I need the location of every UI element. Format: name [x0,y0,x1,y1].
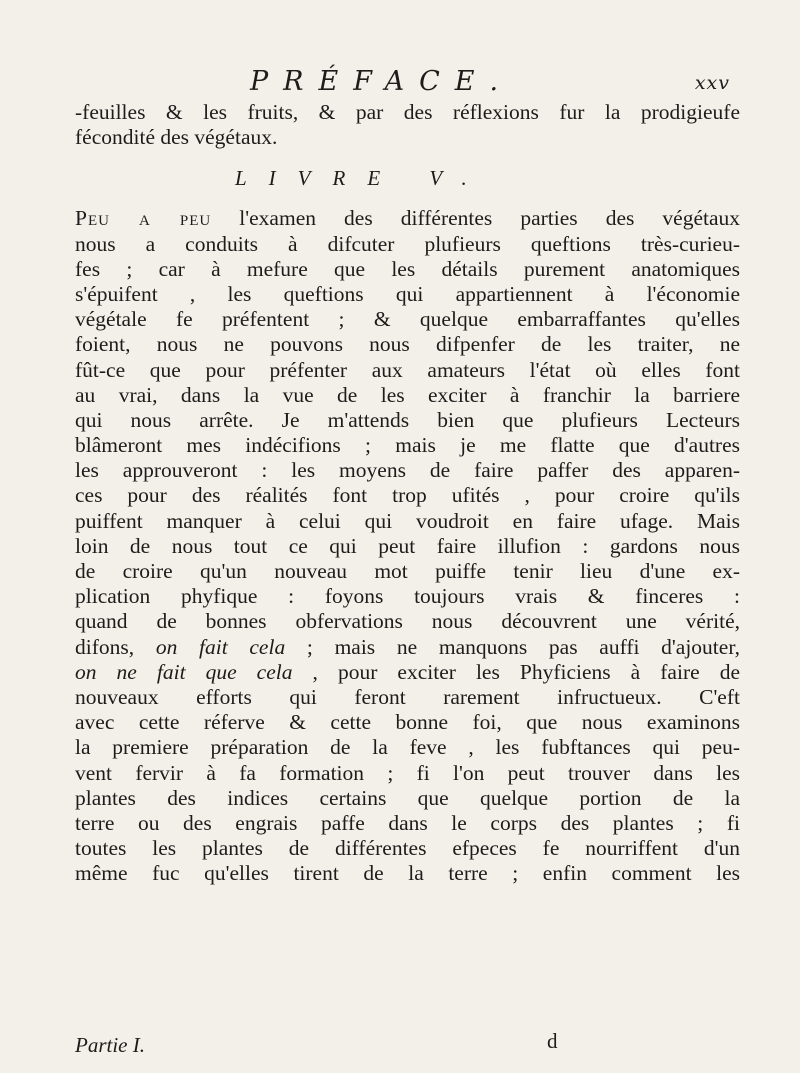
text-line: quand de bonnes obfervations nous découvrent une vérité, [75,609,740,634]
text-line: plantes des indices certains que quelque portion de la [75,785,740,810]
text-line: fes ; car à mefure que les détails purement anatomiques [75,256,740,281]
page-body [75,100,740,886]
text-line: avec cette réferve & cette bonne foi, que nous examinons [75,710,740,735]
text-line: puiffent manquer à celui qui voudroit en faire ufage. Mais [75,508,740,533]
text-fragment: difons, [75,634,156,659]
text-line: vent fervir à fa formation ; fi l'on peut trouver dans les [75,760,740,785]
text-line: fût-ce que pour préfenter aux amateurs l'état où elles font [75,357,740,382]
text-line: même fuc qu'elles tirent de la terre ; enfin comment les [75,861,740,886]
opening-word: Peu a peu [75,206,212,231]
text-line: plication phyfique : foyons toujours vrais & finceres : [75,584,740,609]
text-line: qui nous arrête. Je m'attends bien que plufieurs Lecteurs [75,407,740,432]
text-line: blâmeront mes indécifions ; mais je me flatte que d'autres [75,433,740,458]
text-line-with-italic [75,660,740,685]
book-heading: LIVRE V. [235,166,489,191]
text-line: -feuilles & les fruits, & par des réflexions fur la prodigieufe [75,100,740,124]
text-line: les approuveront : les moyens de faire paffer des apparen- [75,458,740,483]
text-line: toutes les plantes de différentes efpeces fe nourriffent d'un [75,836,740,861]
text-line: au vrai, dans la vue de les exciter à franchir la barriere [75,382,740,407]
text-line: ces pour des réalités font trop ufités , pour croire qu'ils [75,483,740,508]
text-line-with-italic [75,635,740,660]
gathering-signature: d [547,1029,558,1053]
text-line: végétale fe préfentent ; & quelque embarraffantes qu'elles [75,307,740,332]
paragraph-first-line [75,206,740,231]
text-line: de croire qu'un nouveau mot puiffe tenir lieu d'une ex- [75,559,740,583]
text-line: la premiere préparation de la feve , les fubftances qui peu- [75,735,740,760]
text-fragment: , pour exciter les Phyficiens à faire de [292,659,740,684]
page-header [250,66,730,100]
text-line: s'épuifent , les queftions qui appartiennent à l'économie [75,281,740,306]
text-line: nouveaux efforts qui feront rarement infructueux. C'eft [75,684,740,709]
italic-phrase: on fait cela [155,634,286,659]
text-line: fécondité des végétaux. [75,125,278,150]
running-title: PRÉFACE. [250,66,514,97]
text-line: loin de nous tout ce qui peut faire illufion : gardons nous [75,533,740,558]
first-line-rest: l'examen des différentes parties des végétaux [211,206,740,231]
text-fragment: ; mais ne manquons pas auffi d'ajouter, [285,634,741,659]
text-line: foient, nous ne pouvons nous difpenfer de les traiter, ne [75,332,740,357]
volume-signature: Partie I. [75,1033,145,1057]
text-line: nous a conduits à difcuter plufieurs queftions très-curieu- [75,231,740,256]
italic-phrase: on ne fait que cela [75,659,293,684]
page-number: xxv [694,72,730,94]
text-line: terre ou des engrais paffe dans le corps des plantes ; fi [75,810,740,835]
page-footer [75,1029,740,1059]
